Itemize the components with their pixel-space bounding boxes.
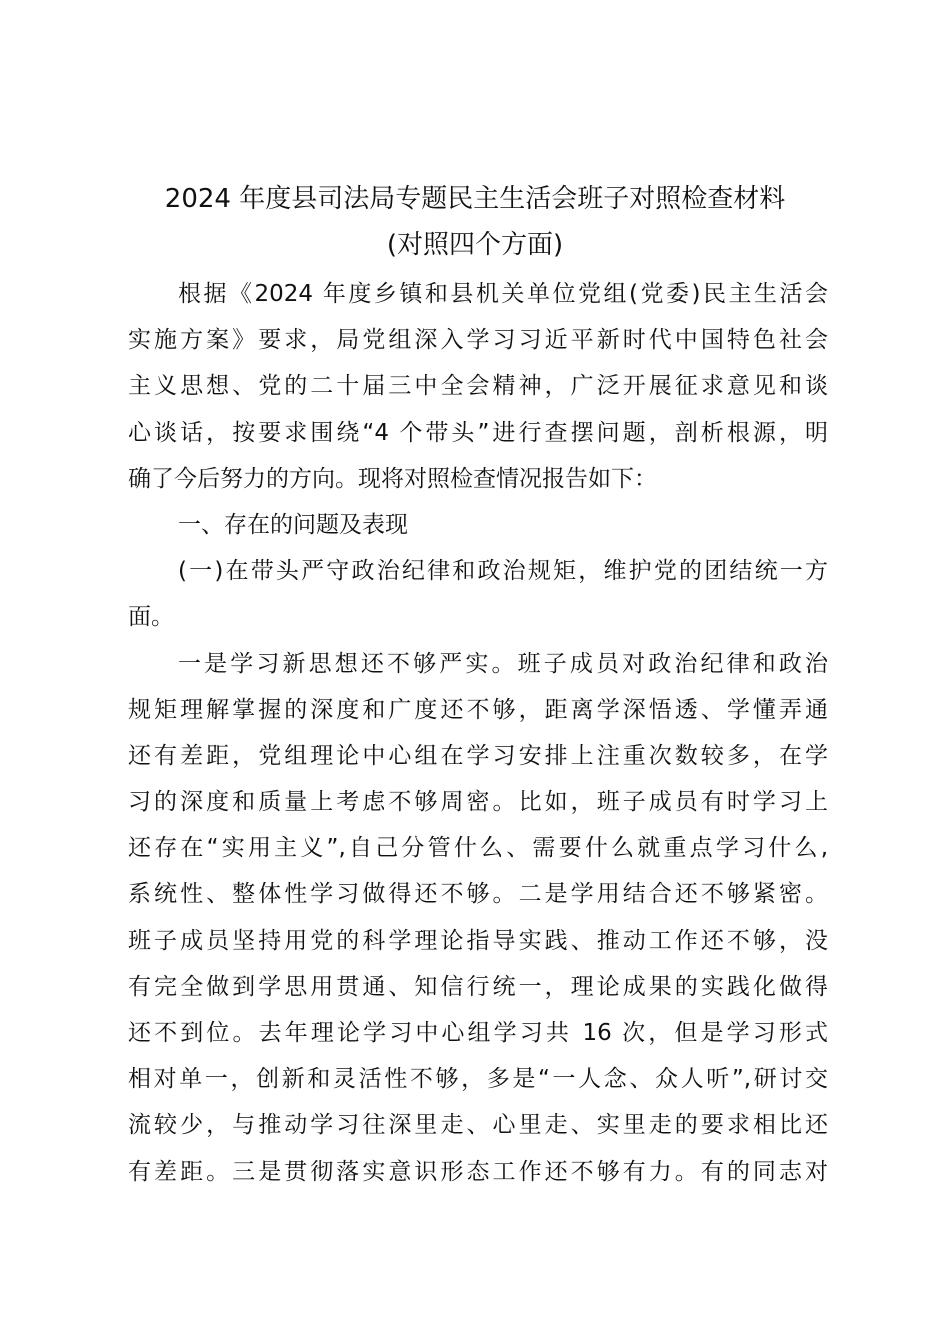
- document-title: 2024 年度县司法局专题民主生活会班子对照检查材料: [164, 184, 786, 214]
- body-line: (一)在带头严守政治纪律和政治规矩，维护党的团结统一方: [178, 558, 828, 585]
- body-line: 还有差距，党组理论中心组在学习安排上注重次数较多，在学: [128, 742, 828, 769]
- body-line: 有差距。三是贯彻落实意识形态工作还不够有力。有的同志对: [128, 1158, 828, 1185]
- body-line: 实施方案》要求，局党组深入学习习近平新时代中国特色社会: [128, 327, 828, 354]
- body-line: 一、存在的问题及表现: [178, 511, 408, 538]
- body-line: 主义思想、党的二十届三中全会精神，广泛开展征求意见和谈: [128, 373, 828, 400]
- body-line: 面。: [128, 604, 174, 631]
- document-body: [128, 271, 828, 1195]
- body-line: 系统性、整体性学习做得还不够。二是学用结合还不够紧密。: [128, 881, 828, 908]
- body-line: 班子成员坚持用党的科学理论指导实践、推动工作还不够，没: [128, 927, 828, 954]
- body-line: 根据《2024 年度乡镇和县机关单位党组(党委)民主生活会: [178, 281, 828, 307]
- body-line: 还不到位。去年理论学习中心组学习共 16 次，但是学习形式: [128, 1020, 828, 1046]
- document-subtitle: (对照四个方面): [386, 230, 564, 260]
- body-line: 规矩理解掌握的深度和广度还不够，距离学深悟透、学懂弄通: [128, 696, 828, 723]
- body-line: 有完全做到学思用贯通、知信行统一，理论成果的实践化做得: [128, 973, 828, 1000]
- body-line: 确了今后努力的方向。现将对照检查情况报告如下：: [128, 465, 657, 492]
- body-line: 流较少，与推动学习往深里走、心里走、实里走的要求相比还: [128, 1112, 828, 1139]
- body-line: 相对单一，创新和灵活性不够，多是“一人念、众人听”,研讨交: [128, 1066, 828, 1093]
- body-line: 一是学习新思想还不够严实。班子成员对政治纪律和政治: [178, 650, 828, 677]
- body-line: 习的深度和质量上考虑不够周密。比如，班子成员有时学习上: [128, 789, 828, 816]
- body-line: 还存在“实用主义”,自己分管什么、需要什么就重点学习什么,: [128, 835, 828, 862]
- body-line: 心谈话，按要求围绕“4 个带头”进行查摆问题，剖析根源，明: [128, 419, 828, 446]
